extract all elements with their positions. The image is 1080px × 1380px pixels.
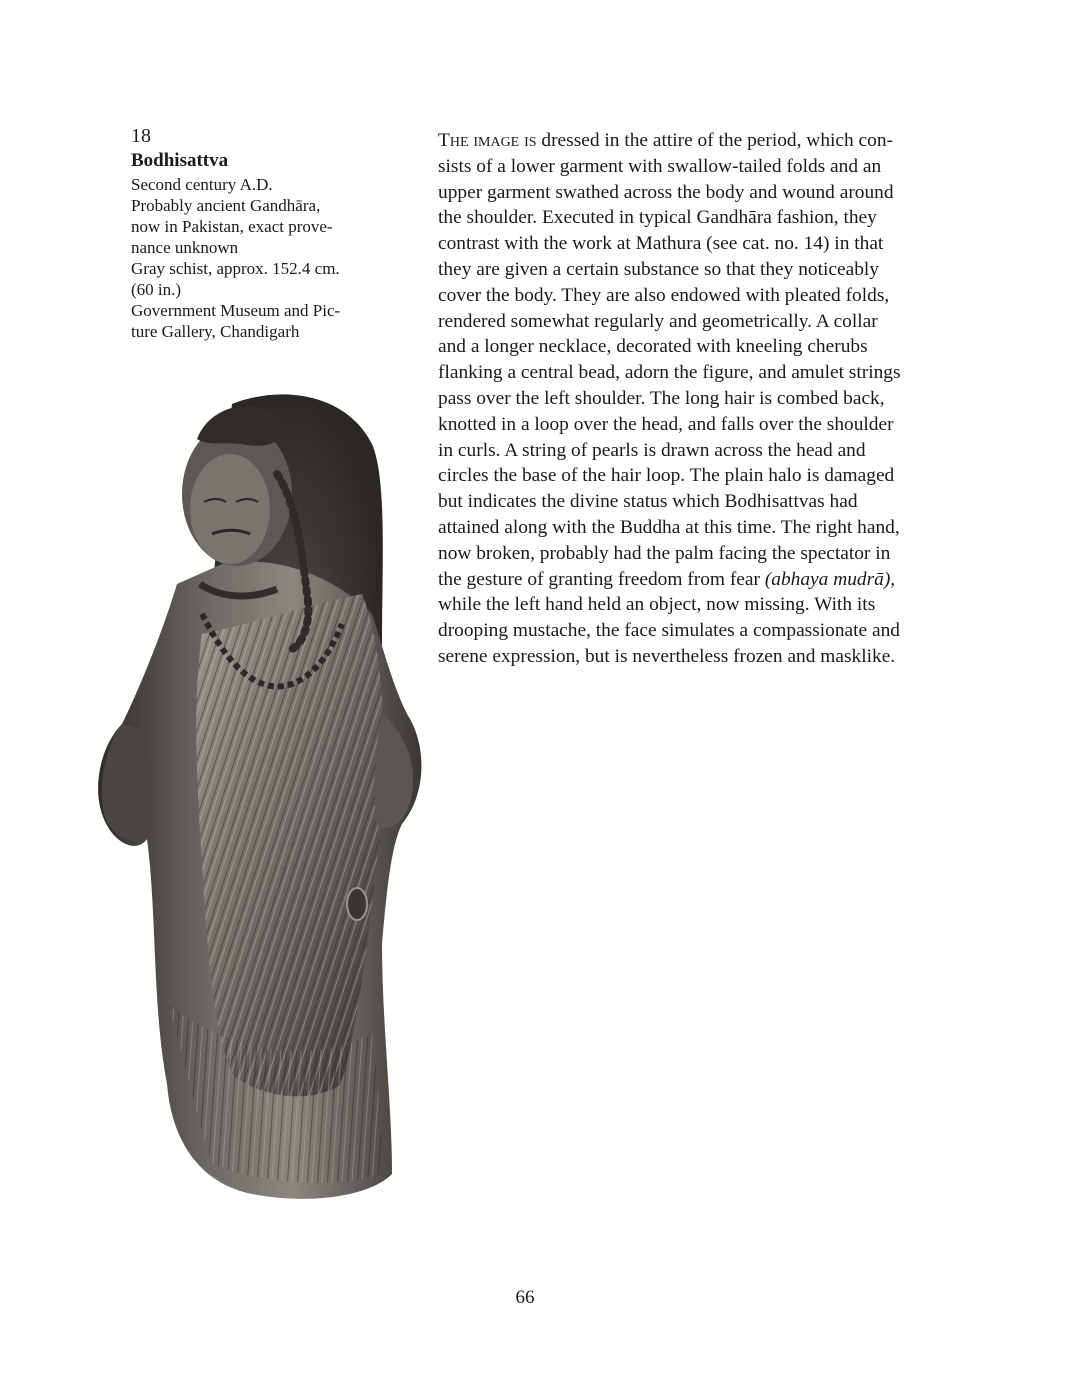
lead-in-smallcaps: The image is [438, 130, 537, 151]
body-line: attained along with the Buddha at this time. The right hand, [438, 516, 900, 538]
body-line: rendered somewhat regularly and geometrically. A collar [438, 310, 878, 332]
caption-collection: Government Museum and Pic- [131, 301, 341, 320]
caption-provenance-line: now in Pakistan, exact prove- [131, 217, 333, 236]
caption-collection: ture Gallery, Chandigarh [131, 322, 300, 341]
caption-provenance-line: nance unknown [131, 238, 239, 257]
body-line: now broken, probably had the palm facing the spectator in [438, 542, 891, 564]
body-line: upper garment swathed across the body and wound around [438, 181, 894, 203]
body-line: circles the base of the hair loop. The plain halo is damaged [438, 465, 895, 487]
body-line: pass over the left shoulder. The long hair is combed back, [438, 387, 885, 409]
abhaya-mudra-term: (abhaya mudrā), [764, 568, 896, 590]
page-number: 66 [515, 1287, 535, 1308]
body-line: drooping mustache, the face simulates a compassionate and [438, 620, 900, 642]
body-first-line [438, 128, 968, 154]
amulet [347, 888, 367, 920]
body-line: they are given a certain substance so that they noticeably [438, 258, 879, 280]
body-line: serene expression, but is nevertheless frozen and masklike. [438, 645, 896, 667]
body-line: and a longer necklace, decorated with kneeling cherubs [438, 336, 868, 358]
caption-material: Gray schist, approx. 152.4 cm. [131, 259, 340, 278]
body-line: knotted in a loop over the head, and falls over the shoulder [438, 413, 894, 435]
caption-dimensions: (60 in.) [131, 280, 182, 299]
gesture-line-text: the gesture of granting freedom from fear [438, 568, 765, 590]
catalog-caption [131, 124, 396, 342]
body-gesture-line [438, 567, 968, 593]
body-line: but indicates the divine status which Bodhisattvas had [438, 491, 858, 513]
body-line: cover the body. They are also endowed with pleated folds, [438, 284, 890, 306]
bodhisattva-sculpture-photo [82, 384, 442, 1214]
caption-date: Second century A.D. [131, 175, 273, 194]
face [190, 454, 270, 564]
body-line: contrast with the work at Mathura (see cat. no. 14) in that [438, 233, 884, 255]
caption-provenance-line: Probably ancient Gandhāra, [131, 196, 321, 215]
catalog-title: Bodhisattva [131, 150, 229, 171]
body-line: flanking a central bead, adorn the figure, and amulet strings [438, 362, 901, 384]
catalog-description [438, 128, 968, 670]
body-first-line-rest: dressed in the attire of the period, which con- [536, 130, 894, 151]
body-line: sists of a lower garment with swallow-tailed folds and an [438, 155, 882, 177]
body-line: in curls. A string of pearls is drawn across the head and [438, 439, 866, 461]
catalog-number: 18 [131, 125, 151, 147]
body-line: while the left hand held an object, now missing. With its [438, 594, 876, 616]
body-line: the shoulder. Executed in typical Gandhāra fashion, they [438, 207, 877, 229]
